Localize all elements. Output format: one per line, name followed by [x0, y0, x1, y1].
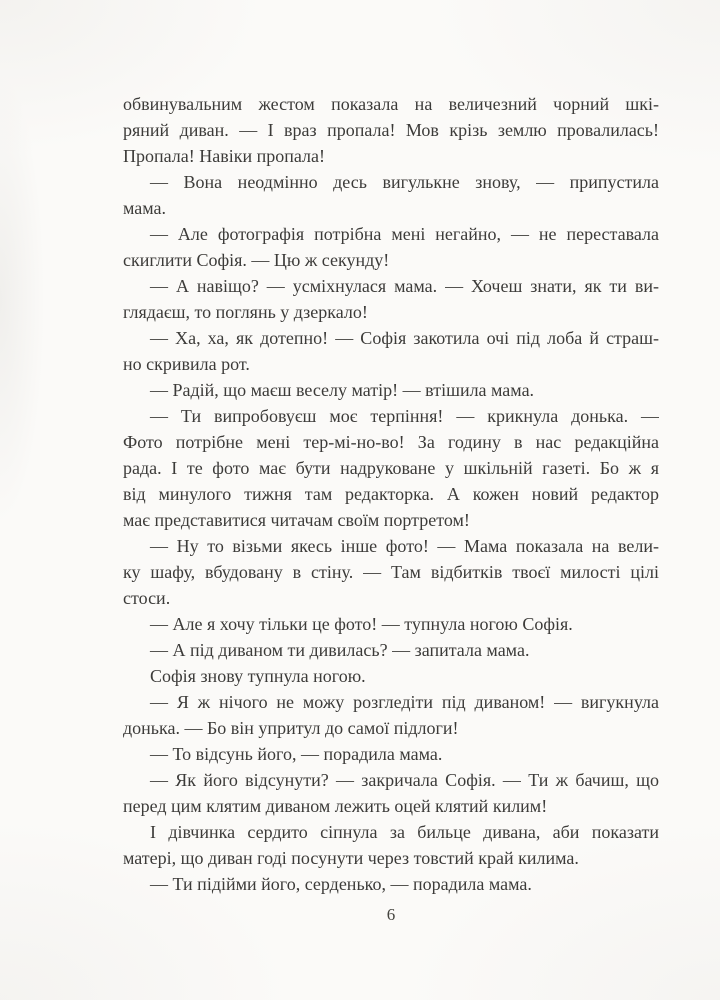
- text-line: має представитися читачам своїм портретом!: [123, 510, 470, 530]
- text-line: — Як його відсунути? — закричала Софія. — Ти ж бачиш, що: [150, 770, 659, 790]
- text-line: ряний диван. — І враз пропала! Мов крізь землю провалилась!: [123, 120, 659, 140]
- text-line: від минулого тижня там редакторка. А кожен новий редактор: [123, 484, 659, 504]
- text-line: — То відсунь його, — порадила мама.: [150, 744, 443, 764]
- text-line: глядаєш, то поглянь у дзеркало!: [123, 302, 368, 322]
- page-number: 6: [386, 905, 396, 924]
- text-line: — Радій, що маєш веселу матір! — втішила мама.: [150, 380, 535, 400]
- body-text: [123, 91, 659, 897]
- text-line: — Ну то візьми якесь інше фото! — Мама показала на вели-: [150, 536, 659, 556]
- text-line: перед цим клятим диваном лежить оцей клятий килим!: [123, 796, 548, 816]
- text-line: — Ха, ха, як дотепно! — Софія закотила очі під лоба й страш-: [150, 328, 659, 348]
- text-line: — Ти підійми його, серденько, — порадила мама.: [150, 874, 532, 894]
- text-line: донька. — Бо він упритул до самої підлоги!: [123, 718, 459, 738]
- text-line: ку шафу, вбудовану в стіну. — Там відбитків твоєї милості цілі: [123, 562, 659, 582]
- text-line: Пропала! Навіки пропала!: [123, 146, 325, 166]
- text-line: Софія знову тупнула ногою.: [150, 666, 366, 686]
- text-line: обвинувальним жестом показала на величезний чорний шкі-: [123, 94, 659, 114]
- text-line: — Ти випробовуєш моє терпіння! — крикнула донька. —: [150, 406, 659, 426]
- text-line: — Вона неодмінно десь вигулькне знову, — припустила: [150, 172, 659, 192]
- text-line: — Я ж нічого не можу розгледіти під диваном! — вигукнула: [150, 692, 659, 712]
- text-line: скиглити Софія. — Цю ж секунду!: [123, 250, 390, 270]
- text-line: — Але я хочу тільки це фото! — тупнула ногою Софія.: [150, 614, 573, 634]
- text-line: — А під диваном ти дивилась? — запитала мама.: [150, 640, 530, 660]
- text-line: но скривила рот.: [123, 354, 250, 374]
- text-line: — А навіщо? — усміхнулася мама. — Хочеш знати, як ти ви-: [150, 276, 659, 296]
- text-line: мама.: [123, 198, 167, 218]
- text-line: рада. І те фото має бути надруковане у шкільній газеті. Бо ж я: [123, 458, 659, 478]
- text-line: — Але фотографія потрібна мені негайно, — не переставала: [150, 224, 659, 244]
- text-line: І дівчинка сердито сіпнула за бильце дивана, аби показати: [150, 822, 659, 842]
- text-line: матері, що диван годі посунути через товстий край килима.: [123, 848, 579, 868]
- text-line: стоси.: [123, 588, 171, 608]
- text-line: Фото потрібне мені тер-мі-но-во! За годину в нас редакційна: [123, 432, 659, 452]
